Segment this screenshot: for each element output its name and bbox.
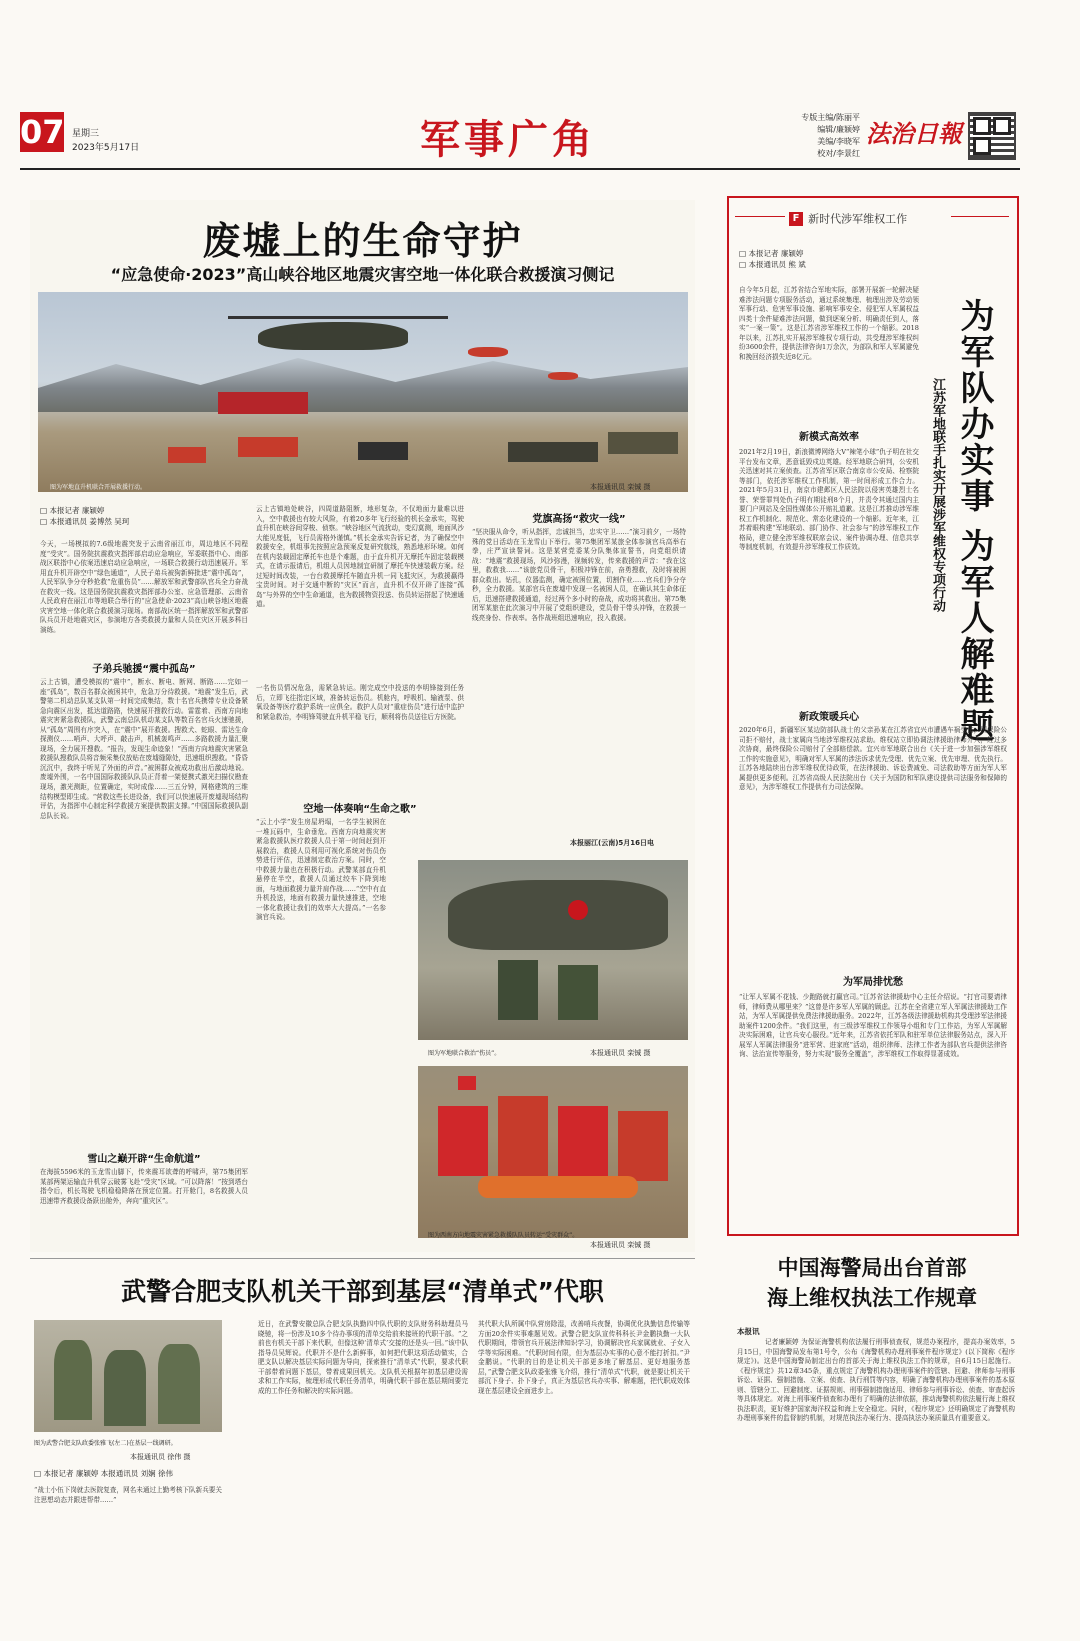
lead-col2-text2: 一名伤员情况危急，需紧急转运。刚完成空中投送的李明锋接到任务后，立即飞往指定区域，准备转运伤员。机舱内，呼吸机、输液泵、供氧设备等医疗救护系统一应俱全。救护人员对“重症伤员”进行适中监护和紧急救治，李明锋驾驶直升机平稳飞行，顺利将伤员送往后方医院。: [256, 684, 464, 721]
weekday: 星期三: [72, 129, 100, 139]
lead-photo-credit: 本报通讯员 栾铖 摄: [590, 483, 651, 491]
lead-photo-2: [418, 860, 688, 1040]
divider: [30, 1258, 695, 1259]
issue-date: 2023年5月17日: [72, 143, 140, 153]
right-p2: 2020年6月，新疆军区某边防部队战士的父亲孙某在江苏省宜兴市遭遇车祸受伤，因保险公司拒不赔付，战士家属向当地涉军维权站求助。维权站立即协调法律援助律师介入，经过多次协商，最终保险公司赔付了全部赔偿款。宜兴市军地联合出台《关于进一步加强涉军维权工作的实施意见》，明确对军人军属的涉法诉求优先受理、优先立案、优先审理、优先执行。江苏各地陆续出台涉军维权优待政策，在法律援助、诉讼费减免、司法救助等方面为军人军属提供更多便利。江苏省高级人民法院出台《关于为国防和军队建设提供司法服务和保障的意见》，为涉军维权工作提供有力司法保障。: [739, 726, 1007, 792]
lead-article: [30, 200, 695, 1252]
lead-photo-3-caption: 图为西南方向地震灾害紧急救援队队员转运“受灾群众”。: [428, 1232, 579, 1239]
lead-byline: [40, 505, 129, 528]
right-subhead: 新模式高效率: [799, 432, 859, 443]
bottom-col1: 近日，在武警安徽总队合肥支队执勤四中队代职的支队财务科助理员马晓驰，将一份涉及10多个待办事项的清单交给前来接班的代职干部。“之前也有机关干部下来代职，但像这种‘清单式’交接的还是头一回。”该中队指导员吴辉说。代职并不是什么新鲜事，如何把代职这项活动做实，合肥支队以解决基层实际问题为导向，探索推行“清单式”代职，要求代职干部带着问题下基层，带着成果回机关。支队机关根据年初基层建设需求和工作实际，梳理形成代职任务清单，明确代职干部在基层期间要完成的工作任务和解决的实际问题。: [258, 1320, 468, 1395]
bottom-photo-credit: 本报通讯员 徐伟 摄: [130, 1453, 191, 1461]
right-subtitle: 江苏军地联手扎实开展涉军维权专项行动: [930, 378, 945, 612]
dateline: 本报丽江(云南)5月16日电: [570, 839, 655, 847]
lead-col1-text2: 云上古镇，遭受模拟的“震中”，断水、断电、断网、断路……完如一座“孤岛”，数百名群众被困其中，危急万分待救援。“地震”发生后，武警第二机动总队某支队第一时间完成集结，数十名官兵携带专业设备紧急向震区出发，抵达道路路，快速展开搜救行动。雷霆着、西南方向地震灾害紧急救援队，武警云南总队机动某支队等数百名官兵火速驰援，从“孤岛”周围有序突入，在“震中”展开救援。搜救犬、蛇眼、雷达生命探测仪……哨声、大呼声、敲击声，机械轰鸣声……多路救援力量汇聚现场，全力展开搜救。“报告，发现生命迹象！”西南方向地震灾害紧急救援队搜救队员将音频采集仪放贴在废墟缝隙处，迅速组织搜救。“昏昏沉沉中，我终于听见了外面的声音。”被困群众被成功救出后激动地说。废墟外围，一名中国国际救援队队员正背着一架便携式激光扫描仪勘查现场，激光测距，位置确定，实时成像……三五分钟，网格建筑的三维结构模型即生成。“营救这些长进设备，我们可以快速展开废墟现场结构评估，为指挥中心制定科学救援方案提供数据支撑。”中国国际救援队副总队长说。: [40, 678, 248, 820]
byline-line: □ 本报记者 廉颖婷: [40, 506, 105, 515]
bottom-headline: 武警合肥支队机关干部到基层“清单式”代职: [121, 1277, 604, 1306]
lead-col1-text3: 在海拔5596米的玉龙雪山脚下，传来震耳欲聋的呼啸声，第75集团军某部两架运输直升机穿云破雾飞赴“受灾”区域。“可以降落！”按到塔台指令后，机长驾驶飞机稳稳降落在预定位置。打开舱门，8名救援人员迅速带齐救援设备跃出舱外，奔向“重灾区”。: [40, 1168, 248, 1246]
lead-col3: “坚决服从命令，听从指挥，忠诚担当，忠实守卫……”演习前夕，一场特殊的党日活动在玉龙雪山下举行。第75集团军某旅全体参演官兵高举右拳，庄严宣读誓词。这是某营党委某分队集体宣誓书，向党组织请战：“地震”救援现场，风沙弥漫，视频转发，传来救援的声音：“我在这里，救救我……”该旅党员骨干，积极冲锋在前，奋勇搜救，及时将被困群众救出。钻孔，仪器监测，确定被困位置，切割作业……官兵们争分夺秒，全力救援。某部官兵在废墟中发现一名被困人员，在确认其生命体征后，迅速搭建救援通道，经过两个多小时的奋战，成功将其救出。第75集团军某旅在此次演习中开展了党组织建设，党员骨干带头冲锋，在救援一线亮身份、作表率。各作战班组迅速响应，投入救援。: [472, 528, 686, 622]
right-byline: [739, 248, 806, 271]
lead-col2: 云上古镇地处峡谷，四周道路阻断，地形复杂，不仅地面力量难以进入，空中救援也有较大风险，有着20多年飞行经验的机长金承实，驾驶直升机在峡谷间穿梭、侦察。“峡谷地区气流扰动，变幻莫测，地面风沙大能见度低，飞行员需格外谨慎。”机长金承实告诉记者，为了确保空中救援安全，机组事先按照应急预案反复研究航线，熟悉地形环境。如何在机内装载固定摩托车也是个难题，由于直升机开无摩托车固定装载模式，在请示报请后，机组人员因地制宜研制了摩托车快速装载方案。经过短时间改装，一台台救援摩托车随直升机一同飞抵灾区，为救援赢得宝贵时间。对于交通中断的“灾区”而言，直升机不仅开辟了连接“孤岛”与外界的空中生命通道，也为救援物资投送、伤员转运搭起了快速通道。: [256, 505, 464, 609]
section-label-rule: [951, 216, 1009, 217]
helicopter-icon: [258, 322, 408, 350]
byline-line: □ 本报通讯员 熊 斌: [739, 260, 806, 270]
lead-headline: 废墟上的生命守护: [202, 218, 523, 263]
editor-line: 编辑/廉颖婷: [817, 125, 860, 134]
lead-subhead: 雪山之巅开辟“生命航道”: [40, 1150, 248, 1165]
masthead-divider: [20, 168, 1020, 170]
qr-code[interactable]: [968, 112, 1016, 160]
coastguard-article: [727, 1248, 1017, 1628]
bottom-col2: 其代职大队所属中队营房除湿，改善哨兵夜餐，协调优化执勤信息传输等方面20余件实事难题见效。武警合肥支队宣传科科长尹金鹏执勤一大队代职期间，带领官兵开展法律知识学习，协调解决官兵家属就业、子女入学等实际困难。“代职时间有限，但为基层办实事的心意不能打折扣。”尹金鹏说。“代职的目的是让机关干部更多地了解基层、更好地服务基层，”武警合肥支队政委张雅飞介绍，推行“清单式”代职，就是要让机关干部沉下身子、扑下身子，真正为基层官兵办实事、解难题，把代职成效体现在基层建设全面进步上。: [478, 1320, 690, 1395]
section-label-text: 新时代涉军维权工作: [808, 212, 908, 226]
section-label-rule: [735, 216, 785, 217]
editor-list: [800, 112, 860, 160]
section-title: 军事广角: [420, 117, 596, 163]
bottom-photo: [34, 1320, 222, 1432]
helicopter-icon: [468, 347, 508, 357]
lead-photo-2-caption: 图为军地联合救治“伤员”。: [428, 1050, 501, 1057]
right-article: [727, 196, 1019, 1236]
star-emblem-icon: [568, 900, 588, 920]
paper-name: 法治日報: [866, 119, 962, 148]
lead-col2-text3: “云上小学”发生房屋坍塌，一名学生被困在一堆瓦砾中，生命垂危。西南方向地震灾害紧急救援队医疗救援人员于第一时间赶到开展救治，救援人员利用可视化系统对伤员伤势进行评估，迅速制定救治方案。同时，空中救援力量也在积极行动。武警某部直升机悬停在半空，救援人员通过绞车下降到地面，与地面救援力量并肩作战……“空中有直升机投送，地面有救援力量快速推进，空地一体化救援让我们的效率大大提高。”一名参演官兵说。: [256, 818, 386, 922]
lead-photo-caption: 图为军地直升机联合开展救援行动。: [50, 484, 147, 491]
coastguard-byline: 本报讯: [737, 1327, 760, 1336]
bottom-lead-text: “战士小伍下岗就去医院复查，网名未通过上勤考核下队新兵要关注思想动态并跟进帮带……”: [34, 1486, 222, 1504]
bottom-photo-caption: 图为武警合肥支队政委张雅飞(左二)在基层一线调研。: [34, 1440, 177, 1447]
lead-subhead: 空地一体奏响“生命之歌”: [303, 804, 417, 815]
section-label: [789, 208, 907, 227]
byline-line: □ 本报记者 廉颖婷: [739, 249, 804, 258]
editor-line: 美编/李晓军: [817, 137, 860, 146]
flag-icon: [458, 1076, 476, 1090]
lead-col1: 今天，一场模拟的7.6级地震突发于云南省丽江市，周边地区不同程度“受灾”。国务院抗震救灾指挥部启动应急响应，军委联指中心、南部战区联指中心依案迅速启动应急响应，一场联合救援行动迅速展开。军用直升机开辟空中“绿色通道”，人民子弟兵被狗新鲜批进“震中孤岛”，人民军队争分夺秒抢救“危重伤员”……解放军和武警部队官兵全力奋战在救灾一线。这是国务院抗震救灾指挥部办公室、应急管理部、云南省人民政府在丽江市等地联合举行的“应急使命·2023”高山峡谷地区地震灾害空地一体化联合救援演习现场。南部战区统一指挥解放军和武警部队兵员开赴地震灾区，参演地方各类救援力量和人员在灾区开展多科目演练。: [40, 540, 248, 634]
lead-subhead: 子弟兵驰援“震中孤岛”: [92, 664, 196, 675]
bottom-byline: □ 本报记者 廉颖婷 本报通讯员 刘娴 徐伟: [34, 1469, 174, 1478]
right-subhead: 新政策暖兵心: [799, 712, 859, 723]
masthead: [0, 100, 1080, 180]
byline-line: □ 本报通讯员 姜博然 吴珂: [40, 517, 130, 527]
helicopter-icon: [548, 372, 578, 380]
page-number: 07: [20, 113, 65, 151]
right-subhead: 为军局排忧愁: [843, 977, 903, 988]
coastguard-text: 记者廉颖婷 为保证海警机构依法履行刑事侦查权，规范办案程序，提高办案效率，5月15日，中国海警局发布第1号令，公布《海警机构办理刑事案件程序规定》(以下简称《程序规定》)。这是中国海警局制定出台的首部关于海上维权执法工作的规章，自6月15日起施行。《程序规定》共12章345条，重点规定了海警机构办理刑事案件的管辖、回避、律师参与刑事诉讼、证据、强制措施、立案、侦查、执行刑罚等内容，明确了海警机构办理刑事案件的基本原则、管辖分工、回避制度、证据规则、刑事强制措施适用、律师参与刑事诉讼、侦查、审查起诉等具体规定。对海上刑事案件侦查和办理有了明确的法律依据，推动海警机构依法履行海上维权执法职责，更好维护国家海洋权益和海上安全稳定。同时，《程序规定》还明确规定了海警机构办理刑事案件的监督制约机制，对规范执法办案行为、提高执法办案质量具有重要意义。: [737, 1338, 1015, 1423]
coastguard-headline-1: 中国海警局出台首部: [777, 1256, 967, 1280]
section-logo-icon: F: [789, 212, 803, 226]
lead-subtitle: “应急使命·2023”高山峡谷地区地震灾害空地一体化联合救援演习侧记: [110, 265, 615, 284]
coastguard-headline-2: 海上维权执法工作规章: [767, 1286, 977, 1310]
lead-subhead: 党旗高扬“救灾一线”: [532, 514, 626, 525]
right-headline: 为军队办实事 为军人解难题: [954, 298, 994, 744]
lead-photo-3: [418, 1066, 688, 1238]
lead-photo-3-credit: 本报通讯员 栾铖 摄: [590, 1241, 651, 1249]
editor-line: 校对/李景红: [817, 149, 860, 158]
bottom-article: [30, 1258, 695, 1638]
lead-photo: [38, 292, 688, 492]
lead-photo-2-credit: 本报通讯员 栾铖 摄: [590, 1049, 651, 1057]
right-p1: 2021年2月19日，新浪微博网络大V“辣笔小球”仇子明在社交平台发布文章，恶意诋毁戍边英雄。经军地联合研判，公安机关迅速对其立案侦查。江苏省军区联合南京市公安局、检察院等部门，依托涉军维权工作机制，第一时间形成工作合力。2021年5月31日，南京市建邺区人民法院以侵害英雄烈士名誉、荣誉罪判处仇子明有期徒刑8个月，并责令其通过国内主要门户网站及全国性媒体公开赔礼道歉。这是江苏推动涉军维权工作机制化、规范化、常态化建设的一个缩影。近年来，江苏着眼构建“军地联动、部门协作、社会参与”的涉军维权工作格局，建立健全涉军维权联席会议、案件协调办理、信息共享等制度机制，有效提升涉军维权工作质效。: [739, 448, 919, 552]
editor-line: 专版主编/陈丽平: [801, 113, 860, 122]
right-intro: 自今年5月起，江苏省结合军地实际，部署开展新一轮解决疑难涉法问题专项服务活动，通过系统集理、梳理出涉及劳动领军事行动、危害军事设施、影响军事安全、侵犯军人军属权益四类十余件疑难涉法问题，做到逐案分析、明确责任到人，落实“一案一策”。这是江苏省涉军维权工作的一个缩影。2018年以来，江苏扎实开展涉军维权专项行动，共受理涉军维权纠纷3600余件，提供法律咨询1万余次，为部队和军人军属避免和挽回经济损失近8亿元。: [739, 286, 919, 361]
right-p3: “让军人军属不花钱、少跑路就打赢官司。”江苏省法律援助中心主任介绍说。“打官司要请律师，律师费从哪里来？”这曾是许多军人军属的顾虑。江苏在全省建立军人军属法律援助工作站，为军人军属提供免费法律援助服务。2022年，江苏各级法律援助机构共受理涉军法律援助案件1200余件。“我们这里，有三级涉军维权工作领导小组和专门工作站，为军人军属解决实际困难，让官兵安心服役。”近年来，江苏省依托军队和驻军单位法律服务站点，深入开展军人军属法律服务“进军营、进家庭”活动，组织律师、法律工作者为部队官兵提供法律咨询、法治宣传等服务，努力实现“服务全覆盖”，涉军维权工作取得显著成效。: [739, 993, 1007, 1059]
